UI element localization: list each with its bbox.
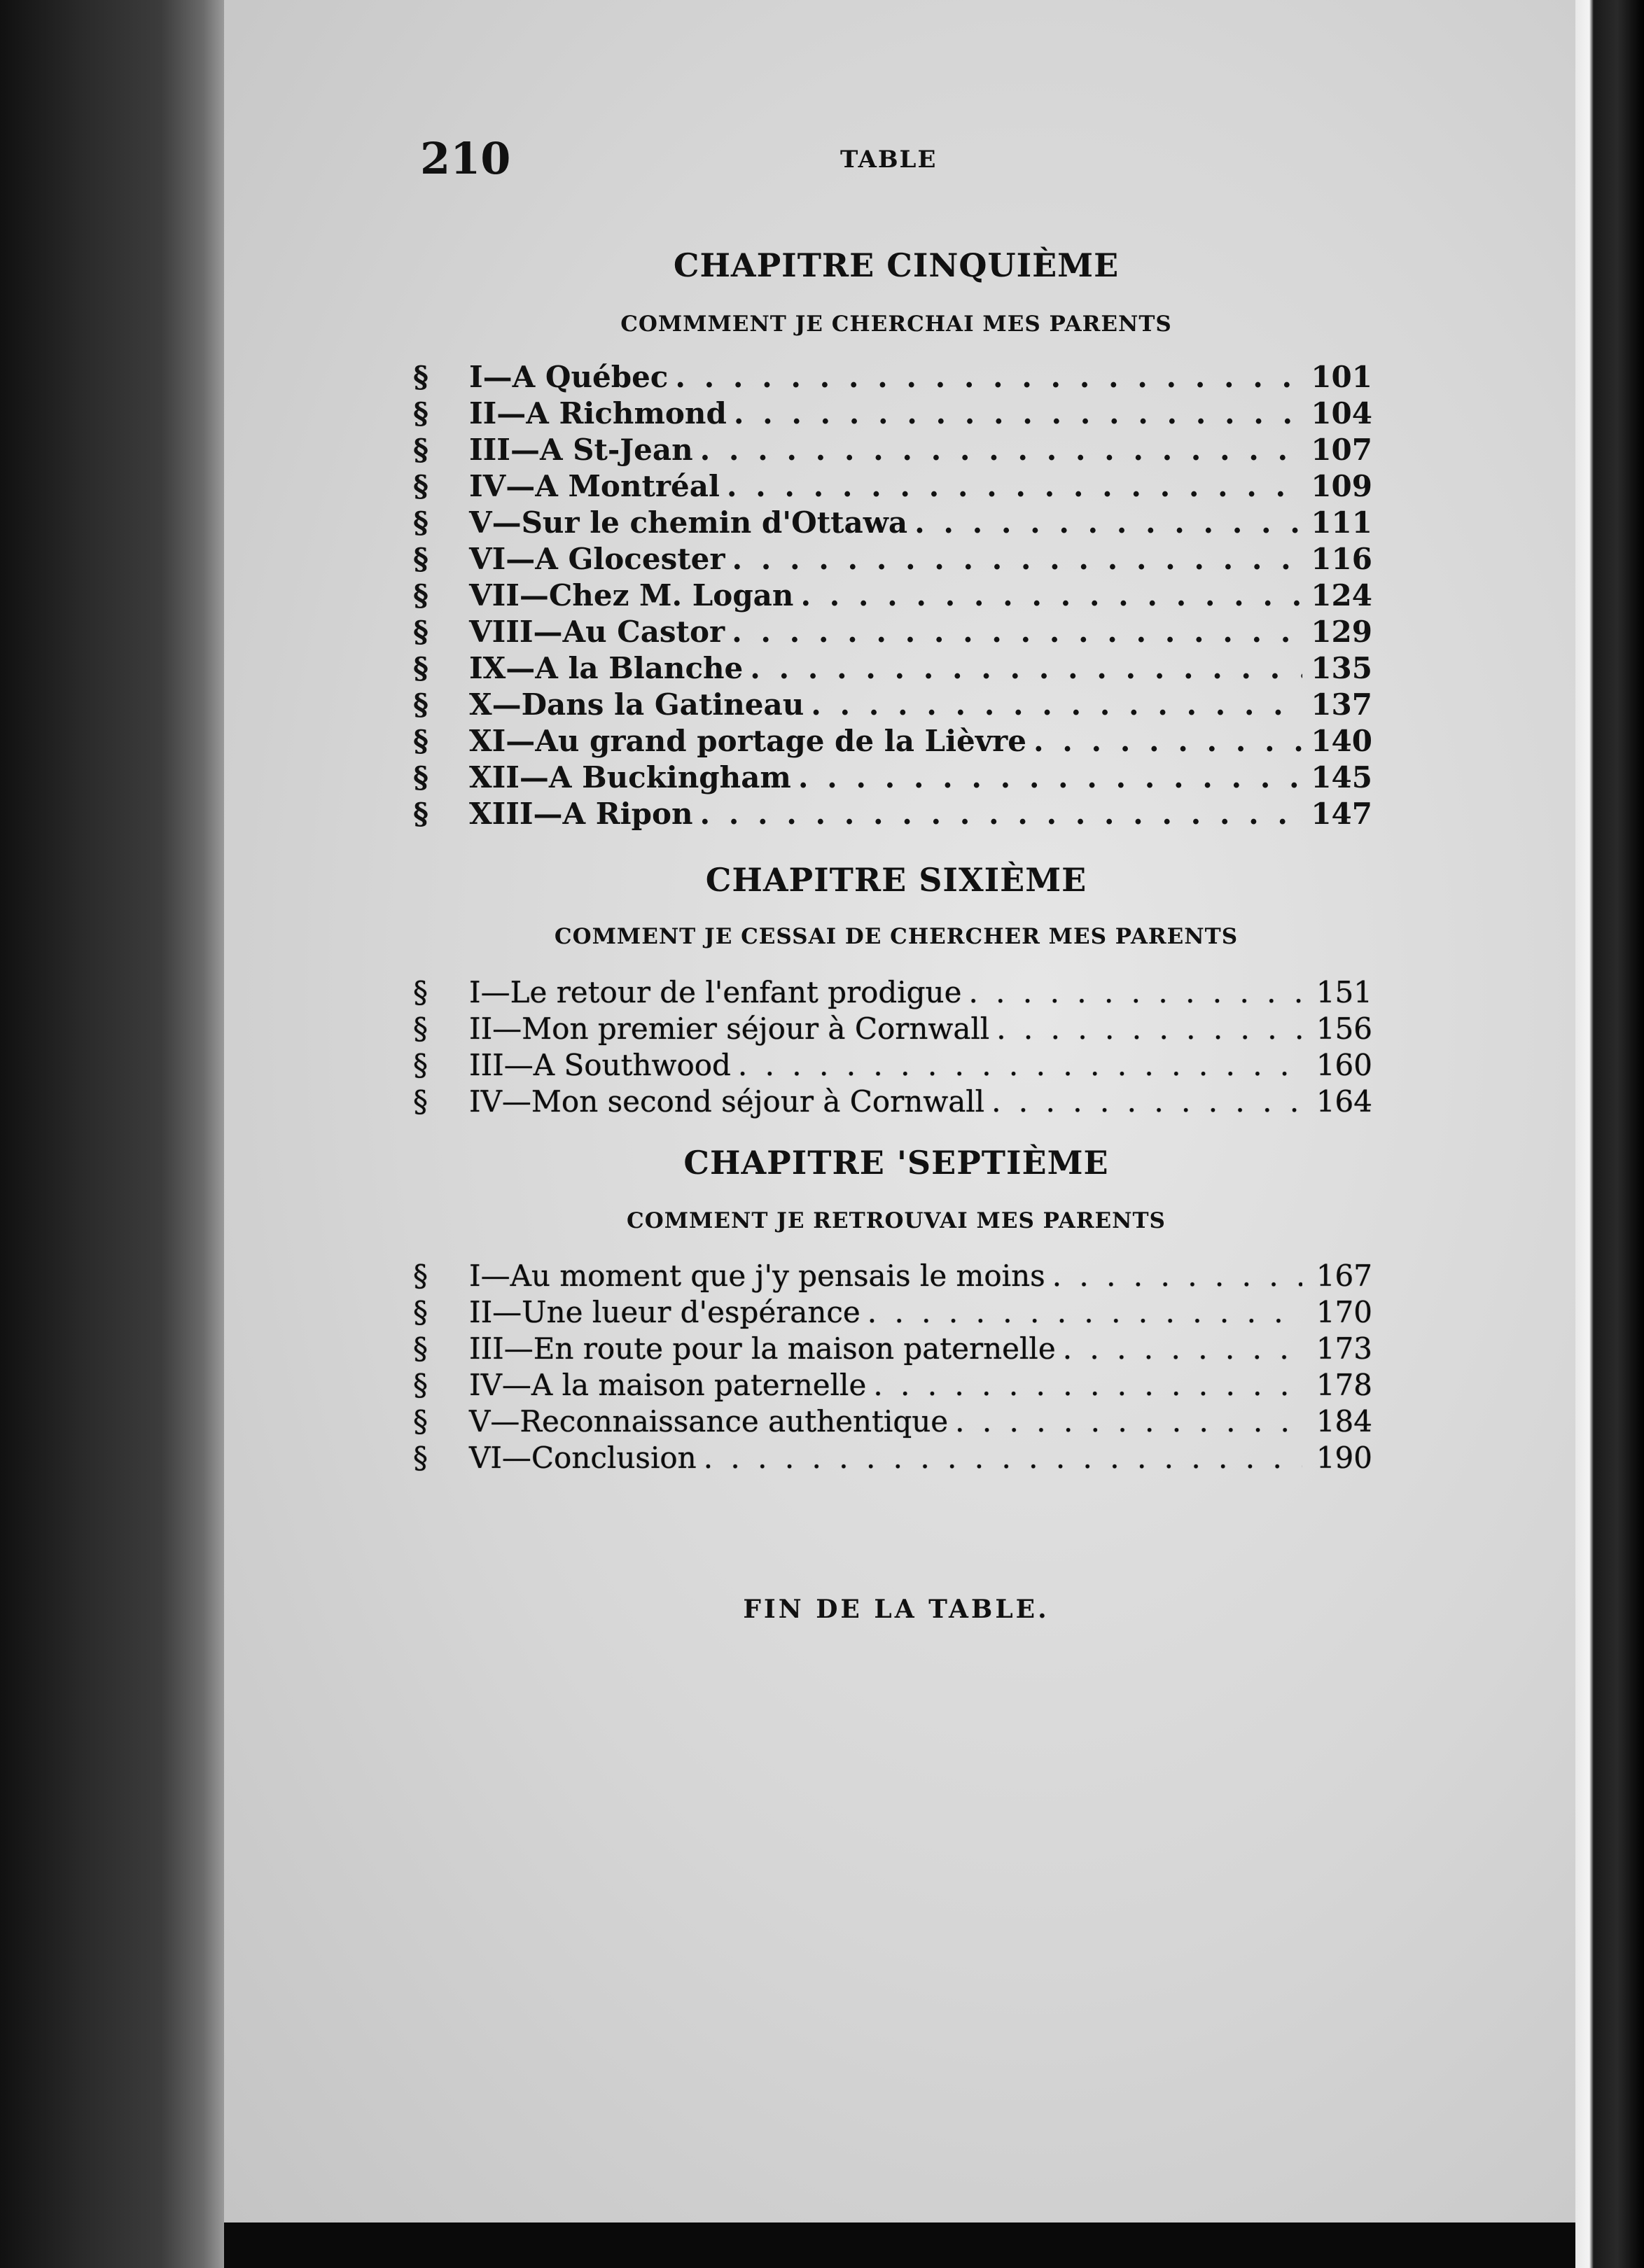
section-mark: § [413,505,429,540]
page-reference: 145 [1311,760,1372,794]
page-number: 210 [420,133,511,184]
toc-entry[interactable] [413,1441,1372,1477]
dot-leader [750,651,1302,685]
dot-leader [732,542,1302,576]
page-reference: 178 [1316,1368,1372,1402]
dot-leader [734,396,1302,430]
dot-leader [704,1441,1302,1475]
chapter-subtitle-cinquieme: COMMMENT JE CHERCHAI MES PARENTS [620,312,1172,337]
section-mark: § [413,1441,428,1475]
page-reference: 140 [1311,724,1372,758]
section-mark: § [413,433,429,467]
dot-leader [955,1404,1302,1438]
dot-leader [914,505,1302,540]
entry-title: VI—Conclusion [469,1441,697,1475]
toc-entry[interactable] [413,542,1372,578]
entry-title: XIII—A Ripon [469,797,693,831]
chapter-subtitle-sixieme: COMMENT JE CESSAI DE CHERCHER MES PARENTS [554,924,1239,949]
section-mark: § [413,651,429,685]
entry-title: IX—A la Blanche [469,651,744,685]
page-reference: 111 [1311,505,1372,540]
page-right-edge [1575,0,1644,2268]
entry-title: III—A Southwood [469,1048,731,1082]
toc-entry[interactable] [413,1295,1372,1331]
dot-leader [968,975,1302,1009]
page-reference: 101 [1311,360,1372,394]
toc-entry[interactable] [413,975,1372,1011]
toc-entry[interactable] [413,651,1372,687]
entry-title: VIII—Au Castor [469,615,725,649]
section-mark: § [413,1048,428,1082]
section-mark: § [413,760,429,794]
toc-entry[interactable] [413,1011,1372,1048]
entry-title: III—En route pour la maison paternelle [469,1331,1056,1366]
toc-entry[interactable] [413,687,1372,724]
page-reference: 167 [1316,1259,1372,1293]
page-reference: 124 [1311,578,1372,612]
section-mark: § [413,975,428,1009]
entry-title: III—A St-Jean [469,433,693,467]
entry-title: VI—A Glocester [469,542,725,576]
dot-leader [811,687,1302,722]
section-mark: § [413,1084,428,1119]
toc-entry[interactable] [413,578,1372,615]
chapter-title-cinquieme: CHAPITRE CINQUIÈME [673,246,1120,284]
page-reference: 107 [1311,433,1372,467]
entry-title: IV—Mon second séjour à Cornwall [469,1084,985,1119]
section-mark: § [413,1331,428,1366]
page-bottom-edge [224,2222,1575,2268]
end-of-table-note: FIN DE LA TABLE. [743,1595,1050,1624]
dot-leader [675,360,1302,394]
dot-leader [700,797,1302,831]
entry-title: II—Une lueur d'espérance [469,1295,861,1329]
entry-title: VII—Chez M. Logan [469,578,794,612]
page-reference: 147 [1311,797,1372,831]
toc-list-chapter-6 [413,975,1372,1121]
dot-leader [873,1368,1302,1402]
toc-entry[interactable] [413,505,1372,542]
section-mark: § [413,724,429,758]
page-reference: 151 [1316,975,1372,1009]
section-mark: § [413,687,429,722]
toc-entry[interactable] [413,1259,1372,1295]
toc-entry[interactable] [413,469,1372,505]
toc-list-chapter-5 [413,360,1372,833]
entry-title: I—A Québec [469,360,669,394]
dot-leader [991,1084,1302,1119]
toc-entry[interactable] [413,1368,1372,1404]
dot-leader [798,760,1302,794]
page-reference: 190 [1316,1441,1372,1475]
toc-entry[interactable] [413,1331,1372,1368]
dot-leader [727,469,1302,503]
section-mark: § [413,1404,428,1438]
section-mark: § [413,360,429,394]
chapter-title-septieme: CHAPITRE 'SEPTIÈME [683,1144,1109,1182]
dot-leader [1052,1259,1302,1293]
section-mark: § [413,797,429,831]
dot-leader [1033,724,1302,758]
entry-title: XII—A Buckingham [469,760,791,794]
book-spine-shadow [0,0,224,2268]
toc-entry[interactable] [413,360,1372,396]
running-head [420,133,952,182]
entry-title: V—Reconnaissance authentique [469,1404,949,1438]
entry-title: I—Au moment que j'y pensais le moins [469,1259,1045,1293]
toc-entry[interactable] [413,433,1372,469]
section-mark: § [413,1368,428,1402]
chapter-title-sixieme: CHAPITRE SIXIÈME [705,861,1087,899]
section-mark: § [413,578,429,612]
toc-entry[interactable] [413,724,1372,760]
entry-title: II—A Richmond [469,396,727,430]
section-mark: § [413,1259,428,1293]
toc-list-chapter-7 [413,1259,1372,1477]
entry-title: V—Sur le chemin d'Ottawa [469,505,908,540]
dot-leader [738,1048,1302,1082]
page-reference: 104 [1311,396,1372,430]
dot-leader [700,433,1302,467]
section-mark: § [413,1295,428,1329]
page-reference: 173 [1316,1331,1372,1366]
page-reference: 160 [1316,1048,1372,1082]
entry-title: X—Dans la Gatineau [469,687,804,722]
entry-title: I—Le retour de l'enfant prodigue [469,975,962,1009]
page-reference: 137 [1311,687,1372,722]
section-mark: § [413,615,429,649]
entry-title: II—Mon premier séjour à Cornwall [469,1011,990,1046]
section-mark: § [413,469,429,503]
chapter-subtitle-septieme: COMMENT JE RETROUVAI MES PARENTS [627,1208,1166,1233]
section-mark: § [413,1011,428,1046]
toc-entry[interactable] [413,615,1372,651]
page-reference: 135 [1311,651,1372,685]
page-reference: 156 [1316,1011,1372,1046]
toc-entry[interactable] [413,1048,1372,1084]
dot-leader [800,578,1302,612]
dot-leader [732,615,1302,649]
toc-entry[interactable] [413,396,1372,433]
page-reference: 170 [1316,1295,1372,1329]
page-reference: 116 [1311,542,1372,576]
toc-entry[interactable] [413,760,1372,797]
toc-entry[interactable] [413,797,1372,833]
section-mark: § [413,542,429,576]
toc-entry[interactable] [413,1084,1372,1121]
running-title: TABLE [840,146,938,174]
page-reference: 184 [1316,1404,1372,1438]
toc-entry[interactable] [413,1404,1372,1441]
dot-leader [1063,1331,1302,1366]
dot-leader [996,1011,1302,1046]
entry-title: XI—Au grand portage de la Lièvre [469,724,1027,758]
page-reference: 129 [1311,615,1372,649]
entry-title: IV—A la maison paternelle [469,1368,867,1402]
page-reference: 109 [1311,469,1372,503]
dot-leader [868,1295,1302,1329]
page-reference: 164 [1316,1084,1372,1119]
entry-title: IV—A Montréal [469,469,720,503]
section-mark: § [413,396,429,430]
